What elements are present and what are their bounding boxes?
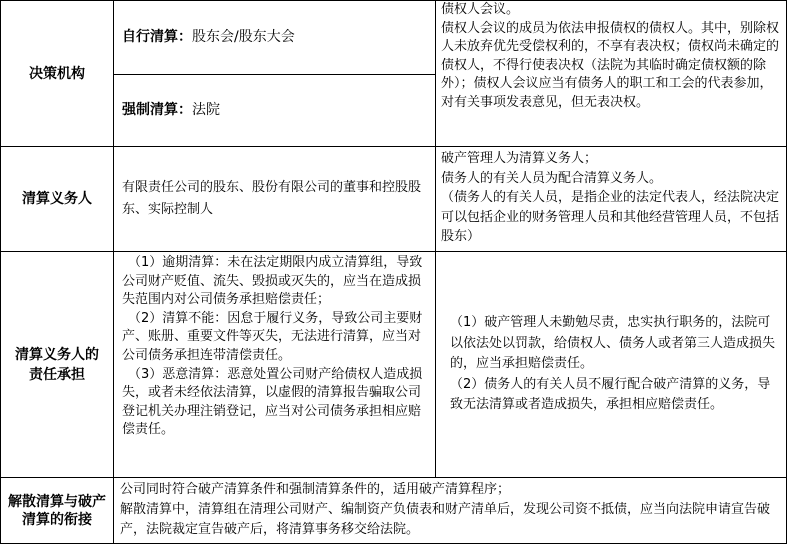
liquidation-obligor-text: 有限责任公司的股东、股份有限公司的董事和控股股东、实际控制人 [122, 180, 422, 217]
liquidation-obligor-cell [114, 147, 436, 252]
bankruptcy-obligor-cell [436, 147, 787, 252]
row-header-liability [0, 252, 114, 478]
bankruptcy-decision-cell [436, 0, 787, 147]
late-liquidation-item: （1）逾期清算：未在法定期限内成立清算组，导致公司财产贬值、流失、毁损或灭失的，应当在造成损失范围内对公司债务承担赔偿责任； [122, 255, 423, 308]
liquidation-impossible-item: （2）清算不能：因怠于履行义务，导致公司主要财产、账册、重要文件等灭失，无法进行清算，应当对公司债务承担连带清偿责任。 [122, 310, 423, 363]
row-header-obligor-text: 清算义务人 [22, 191, 92, 207]
voluntary-liquidation-cell [114, 0, 436, 75]
transition-cell [114, 478, 787, 544]
transition-line-1: 公司同时符合破产清算条件和强制清算条件的，适用破产清算程序； [120, 482, 511, 497]
transition-line-2: 解散清算中，清算组在清理公司财产、编制资产负债表和财产清单后，发现公司资不抵债，应当向法院申请宣告破产，法院裁定宣告破产后，将清算事务移交给法院。 [120, 502, 771, 537]
row-header-decision-text: 决策机构 [29, 65, 85, 82]
row-header-decision [0, 0, 114, 147]
creditors-meeting-detail: 债权人会议的成员为依法申报债权的债权人。其中，别除权人未放弃优先受偿权利的，不享有表决权；债权尚未确定的债权人，不得行使表决权（法院为其临时确定债权额的除外）；债权人会议应当有债务人的职工和工会的代表参加，对有关事项发表意见，但无表决权。 [441, 20, 780, 110]
malicious-liquidation-item: （3）恶意清算：恶意处置公司财产给债权人造成损失，或者未经依法清算，以虚假的清算报告骗取公司登记机关办理注销登记，应当对公司债务承担相应赔偿责任。 [122, 366, 423, 438]
compulsory-liquidation-cell [114, 75, 436, 147]
bankruptcy-liability-cell [436, 252, 787, 478]
voluntary-value: 股东会/股东大会 [192, 29, 295, 45]
liquidation-liability-cell [114, 252, 436, 478]
administrator-liability-item: （1）破产管理人未勤勉尽责，忠实执行职务的，法院可以依法处以罚款，给债权人、债务人或者第三人造成损失的，应当承担赔偿责任。 [450, 315, 776, 372]
obligor-line-3: （债务人的有关人员，是指企业的法定代表人，经法院决定可以包括企业的财务管理人员和其他经营管理人员，不包括股东） [441, 190, 780, 244]
row-header-transition [0, 478, 114, 544]
voluntary-label: 自行清算： [122, 29, 192, 45]
obligor-line-1: 破产管理人为清算义务人； [441, 151, 598, 166]
row-header-transition-text: 解散清算与破产清算的衔接 [8, 493, 106, 528]
compulsory-value: 法院 [192, 102, 220, 118]
obligor-line-2: 债务人的有关人员为配合清算义务人。 [441, 170, 663, 186]
row-header-obligor [0, 147, 114, 252]
debtor-personnel-liability-item: （2）债务人的有关人员不履行配合破产清算的义务，导致无法清算或者造成损失，承担相应赔偿责任。 [450, 376, 771, 413]
creditors-meeting-line: 债权人会议。 [441, 2, 520, 17]
row-header-liability-text: 清算义务人的责任承担 [15, 346, 99, 383]
compulsory-label: 强制清算： [122, 102, 192, 118]
